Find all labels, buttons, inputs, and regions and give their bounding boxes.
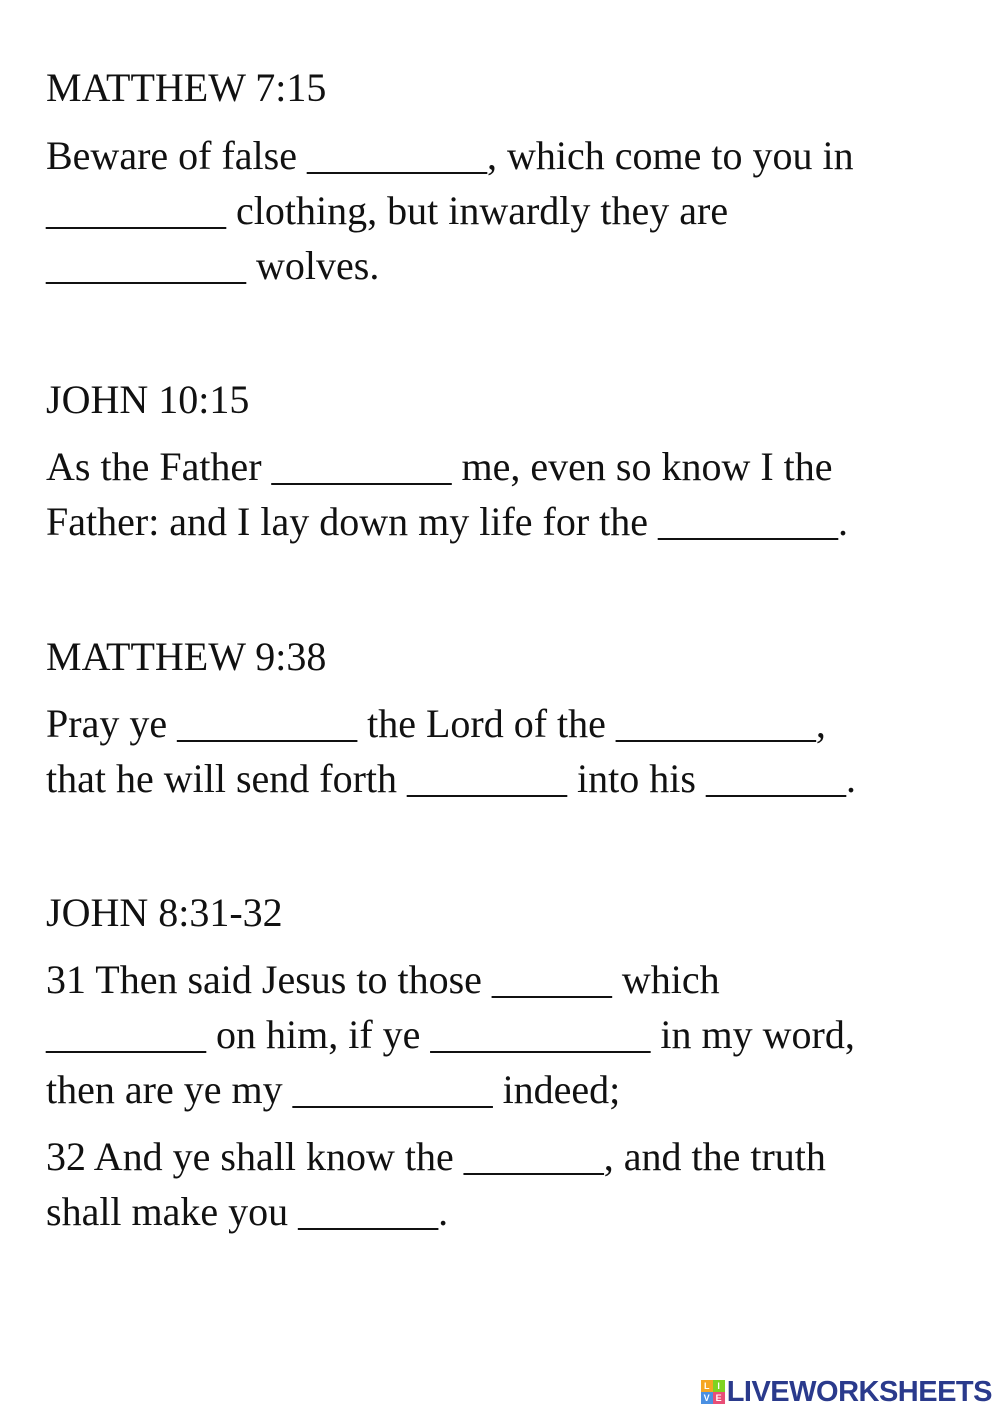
verse-line: __________ wolves. xyxy=(46,243,380,288)
verse-line: Father: and I lay down my life for the _________. xyxy=(46,499,849,544)
verse-line: shall make you _______. xyxy=(46,1189,449,1234)
liveworksheets-logo[interactable] xyxy=(701,1377,992,1407)
verse-line: ________ on him, if ye ___________ in my word, xyxy=(46,1012,855,1057)
liveworksheets-logo-icon: L I V E xyxy=(701,1380,725,1404)
verse-line: As the Father _________ me, even so know I the xyxy=(46,444,833,489)
verse-line: 31 Then said Jesus to those ______ which xyxy=(46,957,720,1002)
verse-reference: JOHN 8:31-32 xyxy=(46,890,283,935)
verse-line: 32 And ye shall know the _______, and the truth xyxy=(46,1134,826,1179)
verse-reference: MATTHEW 9:38 xyxy=(46,634,327,679)
verse-line: Pray ye _________ the Lord of the __________, xyxy=(46,701,826,746)
liveworksheets-logo-text: LIVEWORKSHEETS xyxy=(726,1376,992,1408)
verse-line: Beware of false _________, which come to you in xyxy=(46,133,854,178)
verse-line: that he will send forth ________ into his _______. xyxy=(46,756,856,801)
verse-line: _________ clothing, but inwardly they are xyxy=(46,188,729,233)
verse-reference: JOHN 10:15 xyxy=(46,377,250,422)
verse-reference: MATTHEW 7:15 xyxy=(46,65,327,110)
verse-line: then are ye my __________ indeed; xyxy=(46,1067,621,1112)
